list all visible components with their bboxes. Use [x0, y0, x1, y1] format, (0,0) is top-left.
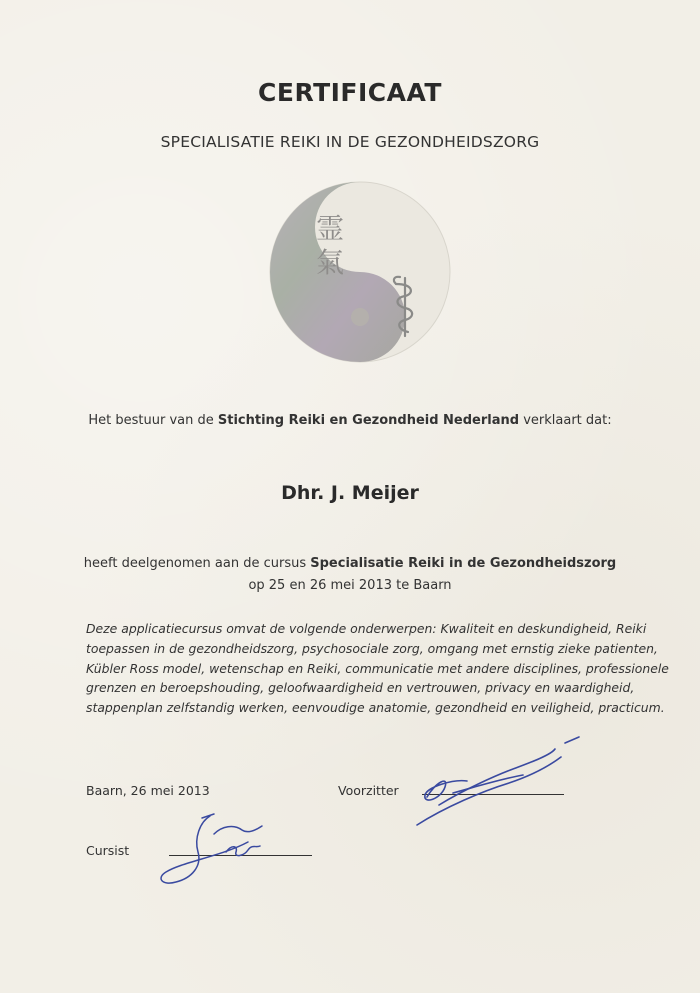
topics-line: toepassen in de gezondheidszorg, psychosociale zorg, omgang met ernstig zieke patienten,	[86, 640, 658, 656]
topics-line: grenzen en beroepshouding, geloofwaardigheid en vertrouwen, privacy en waardigheid,	[86, 680, 635, 696]
course-date: op 25 en 26 mei 2013 te Baarn	[248, 578, 452, 593]
topics-line: stappenplan zelfstandig werken, eenvoudige anatomie, gezondheid en veiligheid, practicum.	[86, 700, 665, 716]
yin-yang-reiki-caduceus-icon	[268, 180, 452, 364]
board-line-prefix: Het bestuur van de	[88, 413, 218, 428]
student-label: Cursist	[86, 843, 130, 858]
course-line-prefix: heeft deelgenomen aan de cursus	[83, 556, 311, 571]
reiki-kanji-text: 霊	[315, 212, 345, 245]
certificate-title: CERTIFICAAT	[258, 78, 442, 107]
chairman-label: Voorzitter	[338, 783, 399, 798]
board-line-suffix: verklaart dat:	[519, 413, 612, 428]
student-signature	[152, 812, 272, 894]
chairman-signature	[405, 735, 585, 830]
svg-text:氣: 氣	[315, 246, 345, 279]
course-topics	[86, 619, 669, 718]
place-and-date: Baarn, 26 mei 2013	[86, 783, 210, 798]
organization-name: Stichting Reiki en Gezondheid Nederland	[217, 413, 520, 428]
topics-line: Kübler Ross model, wetenschap en Reiki, communicatie met andere disciplines, professionele	[86, 660, 669, 676]
recipient-name: Dhr. J. Meijer	[281, 482, 419, 504]
board-declaration	[0, 413, 700, 428]
course-name: Specialisatie Reiki in de Gezondheidszorg	[310, 556, 617, 571]
topics-line: Deze applicatiecursus omvat de volgende onderwerpen: Kwaliteit en deskundigheid, Reiki	[86, 621, 647, 636]
certificate-subtitle: SPECIALISATIE REIKI IN DE GEZONDHEIDSZORG	[160, 133, 540, 151]
course-participation	[0, 556, 700, 571]
